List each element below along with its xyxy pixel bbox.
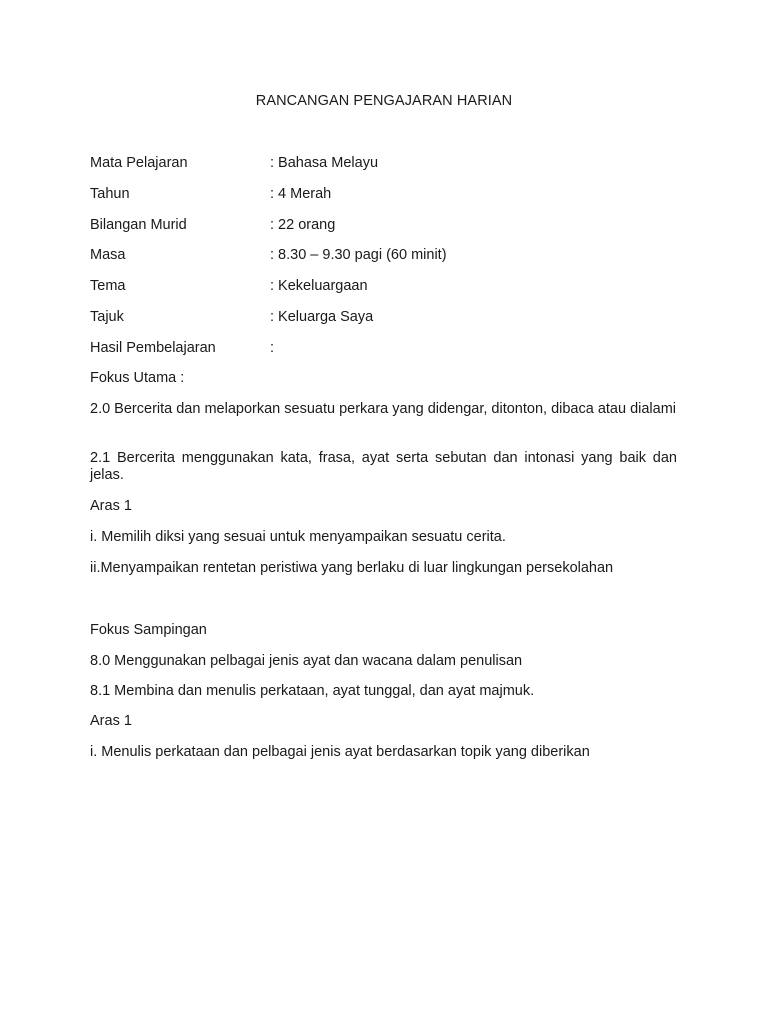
field-value: : Keluarga Saya xyxy=(270,309,374,325)
document-title: RANCANGAN PENGAJARAN HARIAN xyxy=(255,93,513,109)
field-label: Bilangan Murid xyxy=(90,217,187,233)
fokus-utama-heading: Fokus Utama : xyxy=(90,370,185,386)
field-label: Masa xyxy=(90,247,126,263)
fokus-sampingan-item-i: i. Menulis perkataan dan pelbagai jenis ayat berdasarkan topik yang diberikan xyxy=(90,744,590,760)
field-label: Hasil Pembelajaran xyxy=(90,340,216,356)
fokus-sampingan-aras: Aras 1 xyxy=(90,713,132,729)
field-value: : 4 Merah xyxy=(270,186,332,202)
field-label: Mata Pelajaran xyxy=(90,155,188,171)
field-value: : Kekeluargaan xyxy=(270,278,368,294)
fokus-utama-item-i: i. Memilih diksi yang sesuai untuk menyampaikan sesuatu cerita. xyxy=(90,529,506,545)
field-label: Tema xyxy=(90,278,126,294)
standard-8-1: 8.1 Membina dan menulis perkataan, ayat tunggal, dan ayat majmuk. xyxy=(90,683,535,699)
standard-8-0: 8.0 Menggunakan pelbagai jenis ayat dan wacana dalam penulisan xyxy=(90,653,523,669)
fokus-utama-item-ii: ii.Menyampaikan rentetan peristiwa yang berlaku di luar lingkungan persekolahan xyxy=(90,560,614,576)
standard-2-0: 2.0 Bercerita dan melaporkan sesuatu perkara yang didengar, ditonton, dibaca atau dialami xyxy=(90,401,677,417)
field-value: : xyxy=(270,340,275,356)
field-label: Tahun xyxy=(90,186,130,202)
fokus-utama-aras: Aras 1 xyxy=(90,498,132,514)
fokus-sampingan-heading: Fokus Sampingan xyxy=(90,622,207,638)
field-value: : 8.30 – 9.30 pagi (60 minit) xyxy=(270,247,447,263)
field-value: : Bahasa Melayu xyxy=(270,155,379,171)
field-label: Tajuk xyxy=(90,309,124,325)
standard-2-1: 2.1 Bercerita menggunakan kata, frasa, ayat serta sebutan dan intonasi yang baik dan jelas. xyxy=(90,450,677,483)
field-value: : 22 orang xyxy=(270,217,336,233)
